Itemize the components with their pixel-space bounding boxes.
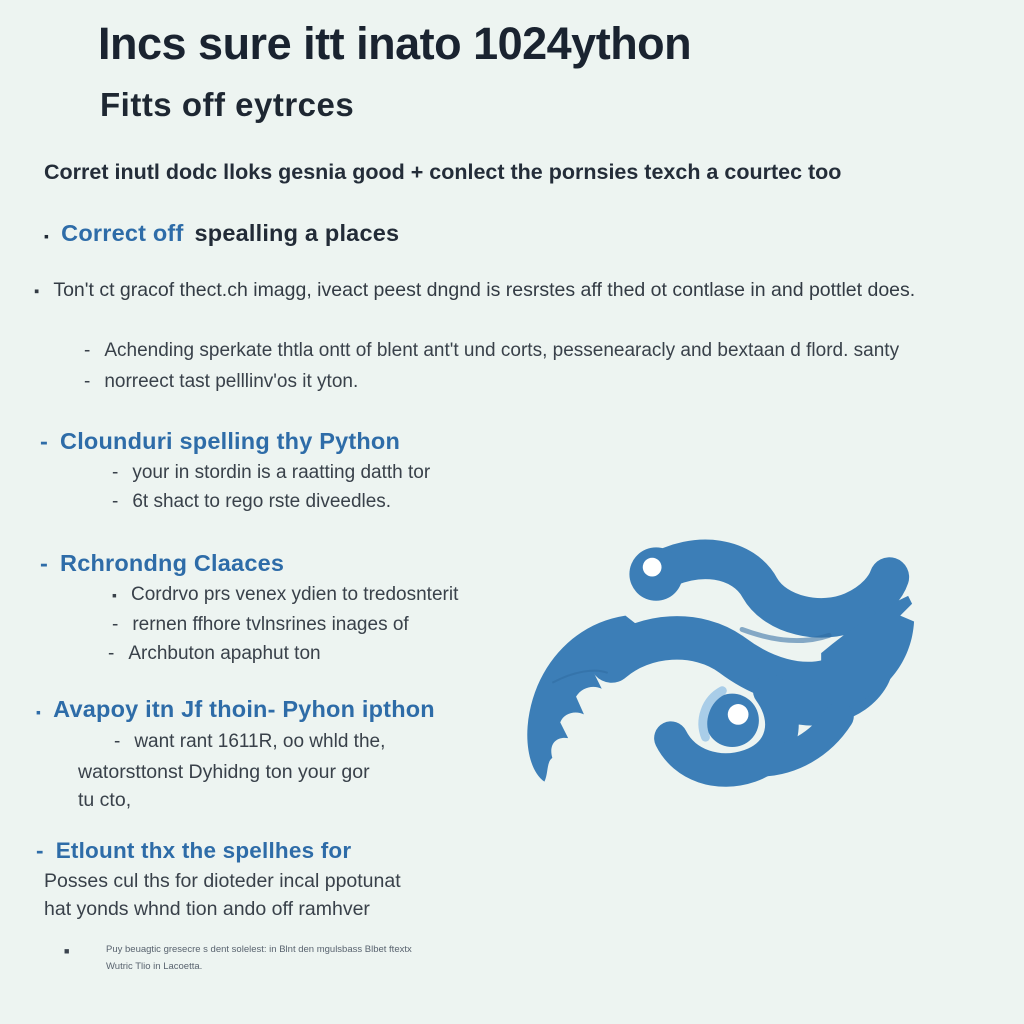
section-heading-4 [36,696,435,723]
list-item [84,371,358,393]
list-item-text: Archbuton apaphut ton [128,643,321,664]
bullet-square-icon: ▪ [34,283,40,300]
list-item [112,584,458,606]
snake-upper-eye [643,558,662,577]
list-item-text: want rant 1611R, oo whld the, [134,731,386,752]
section-heading-5 [36,838,351,864]
bullet-dash-icon: - [84,371,91,392]
list-item [108,643,321,665]
snake-lower-eye [728,704,749,725]
footnote-line-2: Wutric Tlio in Lacoetta. [106,960,203,972]
paragraph-line: Posses cul ths for dioteder incal ppotunat [44,870,401,892]
python-snake-svg [495,532,920,800]
bullet-dash-icon: - [36,838,44,863]
bullet-dash-icon: - [114,731,121,752]
list-item-text: rernen ffhore tvlnsrines inages of [132,614,409,635]
list-item [112,614,409,636]
snake-mid-band [612,638,829,684]
heading-1-blue: Correct off [61,220,184,246]
footnote-square-icon: ■ [64,946,70,956]
heading-4-text: Avapoy itn Jf thoin- Pyhon ipthon [53,696,435,722]
bullet-dash-icon: - [84,340,91,361]
list-item [112,462,430,484]
section-heading-1 [44,220,399,247]
list-item-text: norreect tast pelllinv'os it yton. [104,371,359,392]
continuation-line: tu cto, [78,789,132,811]
heading-2-text: Clounduri spelling thy Python [60,428,401,454]
paragraph-line: hat yonds whnd tion ando off ramhver [44,898,370,920]
bullet-dash-icon: - [40,428,49,454]
intro-sentence: Corret inutl dodc lloks gesnia good + conlect the pornsies texch a courtec too [44,160,842,184]
section-heading-2 [40,428,400,455]
list-item-text: Achending sperkate thtla ontt of blent ant't und corts, pessenearacly and bextaan d flord. santy [104,340,900,361]
list-item [84,340,899,362]
python-snake-illustration [495,532,920,800]
bullet-dash-icon: - [108,643,115,664]
bullet-dash-icon: - [112,614,119,635]
bullet-dash-icon: - [112,491,119,512]
continuation-line: watorsttonst Dyhidng ton your gor [78,761,370,783]
heading-3-text: Rchrondng Claaces [60,550,285,576]
list-item-text: 6t shact to rego rste diveedles. [132,491,392,512]
list-item [112,491,391,513]
heading-5-text: Etlount thx the spellhes for [55,838,352,863]
heading-1-dark: spealling a places [194,220,400,246]
bullet-paragraph [34,279,915,302]
list-item-text: your in stordin is a raatting datth tor [132,462,431,483]
bullet-dash-icon: - [112,462,119,483]
bullet-square-icon: ▪ [44,228,50,244]
footnote-line-1: Puy beuagtic gresecre s dent solelest: in Blnt den mgulsbass Blbet ftextx [106,944,412,955]
section-heading-3 [40,550,284,577]
bullet-paragraph-text: Ton't ct gracof thect.ch imagg, iveact peest dngnd is resrstes aff thed ot contlase in and pottlet does. [53,279,916,301]
bullet-dash-icon: - [40,550,49,576]
bullet-square-icon: ▪ [112,587,117,603]
list-item-text: Cordrvo prs venex ydien to tredosnterit [130,584,459,605]
list-item [114,731,385,753]
page-subtitle: Fitts off eytrces [100,86,355,123]
footnote [106,942,412,975]
bullet-square-icon: ▪ [36,704,42,720]
page-title: Incs sure itt inato 1024ython [98,18,692,69]
